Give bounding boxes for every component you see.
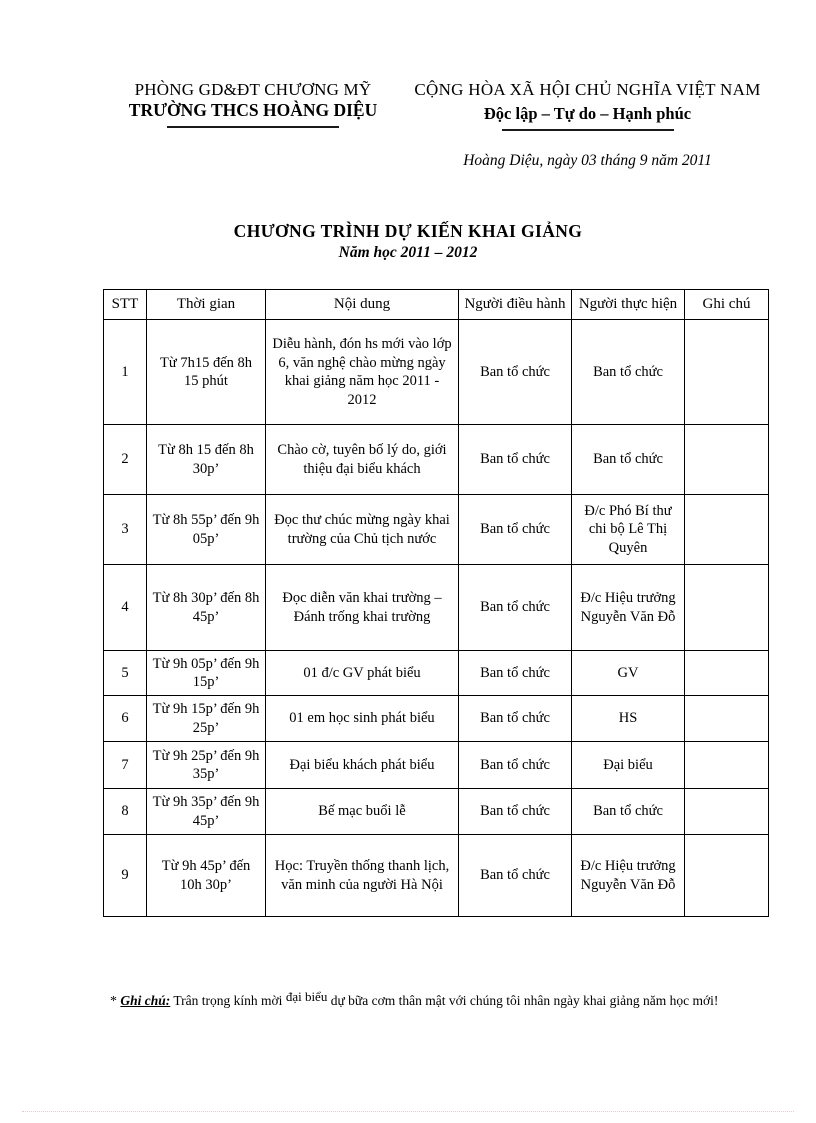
page-bottom-divider: [22, 1111, 794, 1113]
cell-stt: 5: [104, 651, 147, 696]
cell-stt: 6: [104, 696, 147, 742]
cell-content: Học: Truyền thống thanh lịch, văn minh của người Hà Nội: [266, 835, 459, 917]
document-masthead: [0, 80, 816, 150]
cell-host: Ban tổ chức: [459, 742, 572, 789]
cell-host: Ban tổ chức: [459, 495, 572, 565]
column-header-content: Nội dung: [266, 290, 459, 320]
cell-stt: 3: [104, 495, 147, 565]
column-header-host: Người điều hành: [459, 290, 572, 320]
cell-content: Chào cờ, tuyên bố lý do, giới thiệu đại biểu khách: [266, 425, 459, 495]
schedule-table: [103, 289, 769, 917]
cell-note: [685, 495, 769, 565]
cell-host: Ban tổ chức: [459, 565, 572, 651]
school-name: TRƯỜNG THCS HOÀNG DIỆU: [128, 100, 378, 120]
cell-content: 01 đ/c GV phát biểu: [266, 651, 459, 696]
table-row: [104, 651, 769, 696]
table-header-row: [104, 290, 769, 320]
table-row: [104, 425, 769, 495]
cell-host: Ban tổ chức: [459, 835, 572, 917]
cell-note: [685, 835, 769, 917]
cell-stt: 8: [104, 789, 147, 835]
cell-time: Từ 8h 55p’ đến 9h 05p’: [147, 495, 266, 565]
cell-time: Từ 9h 45p’ đến 10h 30p’: [147, 835, 266, 917]
cell-content: Đọc diễn văn khai trường – Đánh trống khai trường: [266, 565, 459, 651]
country-name: CỘNG HÒA XÃ HỘI CHỦ NGHĨA VIỆT NAM: [414, 80, 761, 99]
footnote-text-part2: dự bữa cơm thân mật với chúng tôi nhân ngày khai giảng năm học mới!: [330, 993, 719, 1008]
cell-time: Từ 9h 15p’ đến 9h 25p’: [147, 696, 266, 742]
national-heading-block: [400, 80, 775, 131]
cell-host: Ban tổ chức: [459, 696, 572, 742]
footnote-star: *: [110, 994, 117, 1009]
cell-exec: Đ/c Hiệu trưởng Nguyễn Văn Đỗ: [572, 565, 685, 651]
table-row: [104, 789, 769, 835]
place-and-date: Hoàng Diệu, ngày 03 tháng 9 năm 2011: [463, 152, 712, 169]
footnote-text-part1: Trân trọng kính mời: [173, 993, 283, 1008]
cell-time: Từ 8h 15 đến 8h 30p’: [147, 425, 266, 495]
cell-time: Từ 7h15 đến 8h 15 phút: [147, 320, 266, 425]
cell-content: Bế mạc buổi lễ: [266, 789, 459, 835]
cell-host: Ban tổ chức: [459, 425, 572, 495]
cell-exec: Đ/c Hiệu trưởng Nguyễn Văn Đỗ: [572, 835, 685, 917]
table-row: [104, 565, 769, 651]
department-name: PHÒNG GD&ĐT CHƯƠNG MỸ: [134, 80, 372, 99]
cell-exec: GV: [572, 651, 685, 696]
national-motto: Độc lập – Tự do – Hạnh phúc: [483, 104, 692, 123]
cell-note: [685, 425, 769, 495]
cell-host: Ban tổ chức: [459, 320, 572, 425]
page-title: CHƯƠNG TRÌNH DỰ KIẾN KHAI GIẢNG: [233, 221, 583, 241]
cell-stt: 7: [104, 742, 147, 789]
cell-note: [685, 742, 769, 789]
cell-content: 01 em học sinh phát biểu: [266, 696, 459, 742]
cell-note: [685, 789, 769, 835]
schedule-table-wrap: [103, 289, 768, 917]
cell-exec: HS: [572, 696, 685, 742]
cell-exec: Đ/c Phó Bí thư chi bộ Lê Thị Quyên: [572, 495, 685, 565]
cell-host: Ban tổ chức: [459, 651, 572, 696]
cell-stt: 2: [104, 425, 147, 495]
cell-time: Từ 9h 25p’ đến 9h 35p’: [147, 742, 266, 789]
cell-content: Đại biểu khách phát biểu: [266, 742, 459, 789]
cell-note: [685, 320, 769, 425]
cell-note: [685, 565, 769, 651]
table-row: [104, 742, 769, 789]
title-block: [0, 220, 816, 263]
cell-host: Ban tổ chức: [459, 789, 572, 835]
issuing-office-block: [103, 80, 403, 128]
cell-time: Từ 9h 35p’ đến 9h 45p’: [147, 789, 266, 835]
column-header-stt: STT: [104, 290, 147, 320]
footnote-raised-word: đại biểu: [285, 989, 328, 1004]
cell-exec: Đại biểu: [572, 742, 685, 789]
cell-exec: Ban tổ chức: [572, 425, 685, 495]
page-subtitle: Năm học 2011 – 2012: [338, 244, 478, 261]
cell-time: Từ 9h 05p’ đến 9h 15p’: [147, 651, 266, 696]
column-header-time: Thời gian: [147, 290, 266, 320]
cell-content: Đọc thư chúc mừng ngày khai trường của Chủ tịch nước: [266, 495, 459, 565]
column-header-note: Ghi chú: [685, 290, 769, 320]
cell-stt: 1: [104, 320, 147, 425]
cell-exec: Ban tổ chức: [572, 320, 685, 425]
table-row: [104, 495, 769, 565]
table-row: [104, 696, 769, 742]
column-header-exec: Người thực hiện: [572, 290, 685, 320]
cell-stt: 4: [104, 565, 147, 651]
masthead-right-rule: [502, 129, 674, 131]
cell-stt: 9: [104, 835, 147, 917]
cell-time: Từ 8h 30p’ đến 8h 45p’: [147, 565, 266, 651]
table-row: [104, 320, 769, 425]
cell-exec: Ban tổ chức: [572, 789, 685, 835]
cell-note: [685, 651, 769, 696]
footnote: [110, 988, 765, 1015]
footnote-label: Ghi chú:: [120, 993, 171, 1008]
cell-note: [685, 696, 769, 742]
masthead-left-rule: [167, 126, 339, 128]
table-row: [104, 835, 769, 917]
cell-content: Diễu hành, đón hs mới vào lớp 6, văn nghệ chào mừng ngày khai giảng năm học 2011 - 2012: [266, 320, 459, 425]
